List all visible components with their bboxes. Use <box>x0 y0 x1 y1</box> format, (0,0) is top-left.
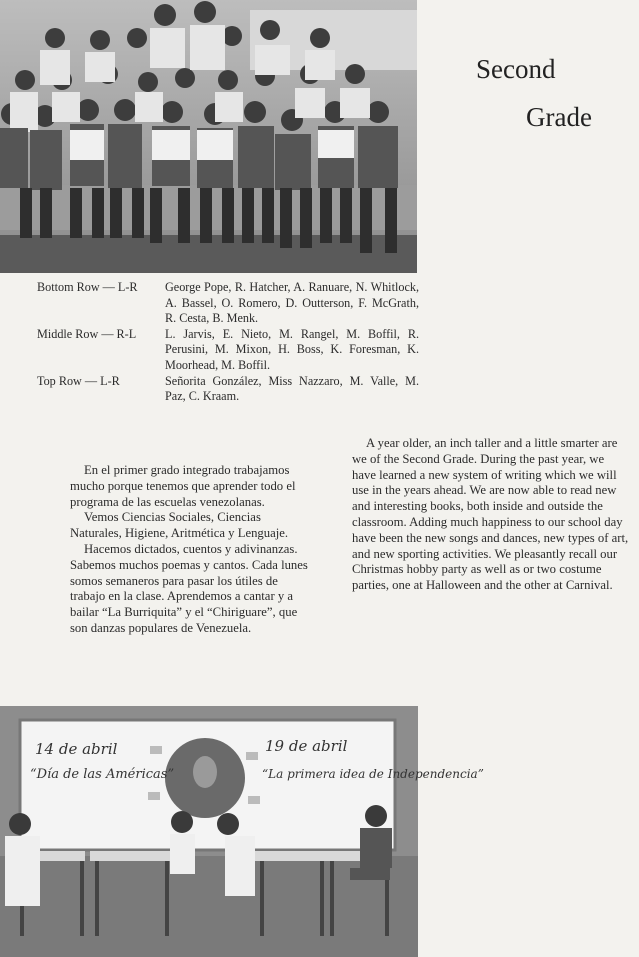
board-left-caption: “Día de las Américas” <box>30 767 175 782</box>
page-title-line2: Grade <box>526 102 592 132</box>
spanish-paragraph: Vemos Ciencias Sociales, Ciencias Naturales, Higiene, Aritmética y Lenguaje. <box>70 510 289 541</box>
class-photo <box>0 0 417 273</box>
caption-row-bottom <box>37 280 419 327</box>
caption-row-label: Top Row — L-R <box>37 373 120 388</box>
caption-row-names: L. Jarvis, E. Nieto, M. Rangel, M. Boffil, R. Perusini, M. Mixon, H. Boss, K. Foresman, K. Moorhead, M. Boffil. <box>165 326 419 372</box>
caption-row-names: Señorita González, Miss Nazzaro, M. Valle, M. Paz, C. Kraam. <box>165 373 419 404</box>
classroom-photo <box>0 706 484 957</box>
caption-row-label: Bottom Row — L-R <box>37 280 138 294</box>
photo-caption <box>37 280 419 405</box>
board-right-caption: “La primera idea de Independencia” <box>262 767 484 781</box>
page-title-line1: Second <box>476 54 556 84</box>
spanish-paragraph: En el primer grado integrado trabajamos mucho porque tenemos que aprender todo el programa de las escuelas venezolanas. <box>70 463 296 509</box>
english-text: A year older, an inch taller and a little smarter are we of the Second Grade. During the past year, we have learned a new system of writing which we will use in the years ahead. We are now able to read new and interesting books, both inside and outside the classroom. Adding much happiness to our school day have been the new songs and dances, new types of art, and new sporting activities. We pleasantly recall our Christmas hobby party as well as or two costume parties, one at Halloween and the other at Carnival. <box>352 436 629 593</box>
english-paragraph <box>352 436 630 594</box>
spanish-paragraphs <box>70 463 308 637</box>
caption-row-label: Middle Row — R-L <box>37 326 137 341</box>
caption-row-names: George Pope, R. Hatcher, A. Ranuare, N. Whitlock, A. Bassel, O. Romero, D. Outterson, F. McGrath, R. Cesta, B. Menk. <box>165 280 419 326</box>
board-right-date: 19 de abril <box>265 737 348 755</box>
board-left-date: 14 de abril <box>35 740 118 758</box>
spanish-paragraph: Hacemos dictados, cuentos y adivinanzas. Sabemos muchos poemas y cantos. Cada lunes somos semaneros para pasar los útiles de trabajo en la clase. Aprendemos a cantar y a bailar “La Burriquita” y el “Chiriguare”, que son danzas populares de Venezuela. <box>70 541 308 635</box>
caption-row-top <box>37 374 419 405</box>
caption-row-middle <box>37 327 419 374</box>
